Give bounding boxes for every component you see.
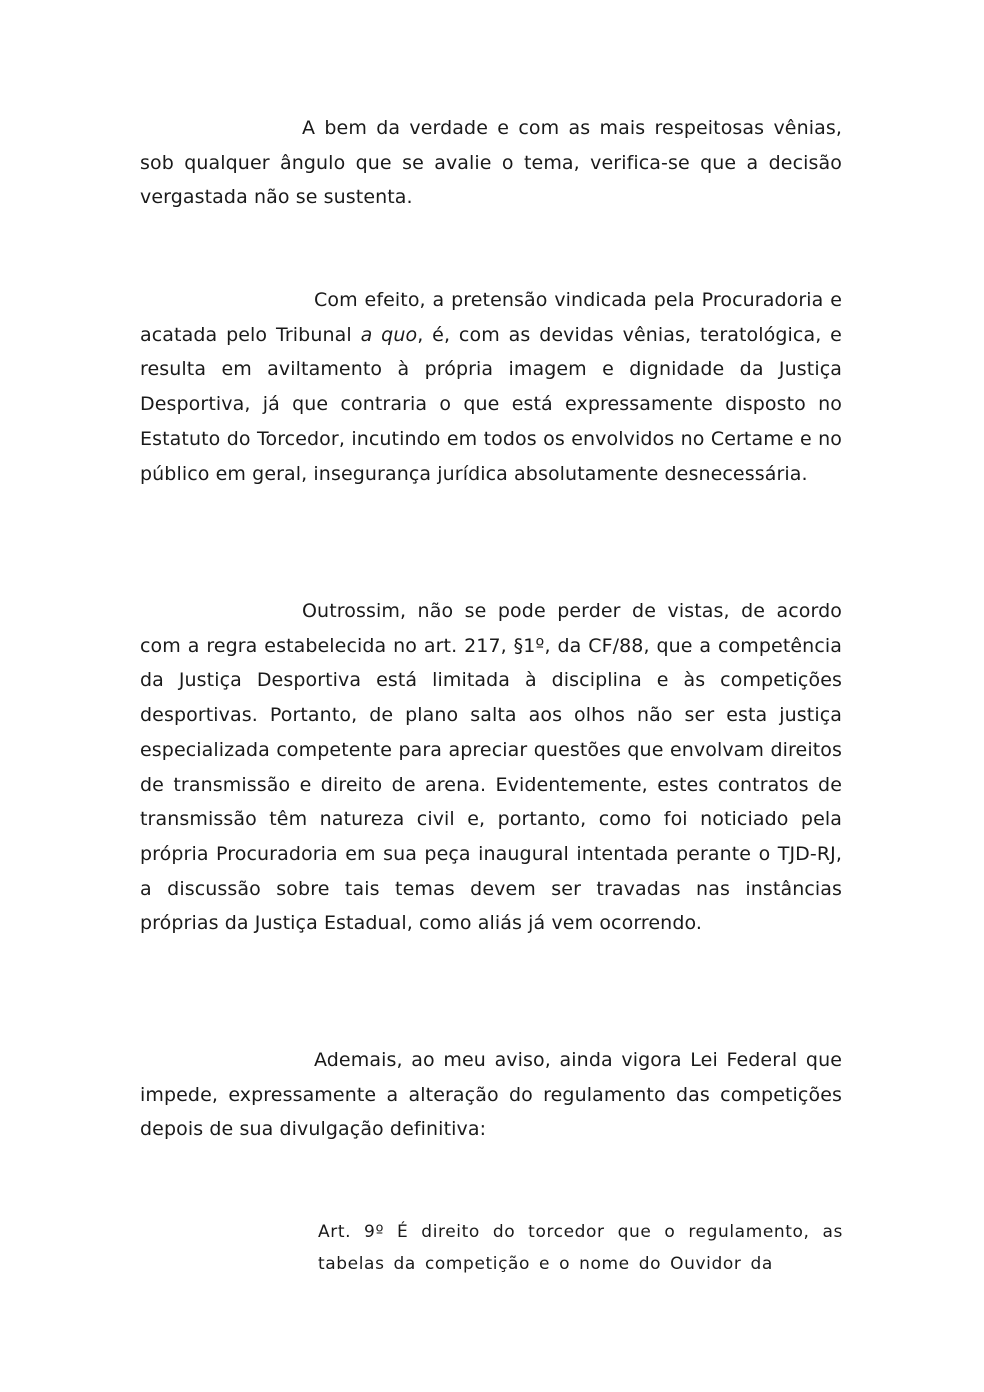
paragraph-2 [140, 283, 842, 491]
paragraph-2-text-start: Com efeito, a pretensão vindicada pela Procuradoria e acatada pelo Tribunal [140, 289, 842, 346]
paragraph-2-text-end: , é, com as devidas vênias, teratológica, e resulta em aviltamento à própria imagem e dignidade da Justiça Desportiva, já que contraria o que está expressamente disposto no Estatuto do Torcedor, incutindo em todos os envolvidos no Certame e no público em geral, insegurança jurídica absolutamente desnecessária. [140, 323, 842, 485]
paragraph-1 [140, 111, 842, 215]
paragraph-4 [140, 1043, 842, 1147]
paragraph-3-text: Outrossim, não se pode perder de vistas, de acordo com a regra estabelecida no art. 217, §1º, da CF/88, que a competência da Justiça Desportiva está limitada à disciplina e às competições desportivas. Portanto, de plano salta aos olhos não ser esta justiça especializada competente para apreciar questões que envolvam direitos de transmissão e direito de arena. Evidentemente, estes contratos de transmissão têm natureza civil e, portanto, como foi noticiado pela própria Procuradoria em sua peça inaugural intentada perante o TJD-RJ, a discussão sobre tais temas devem ser travadas nas instâncias próprias da Justiça Estadual, como aliás já vem ocorrendo. [140, 600, 842, 935]
paragraph-3 [140, 594, 842, 941]
paragraph-1-text: A bem da verdade e com as mais respeitosas vênias, sob qualquer ângulo que se avalie o tema, verifica-se que a decisão vergastada não se sustenta. [140, 117, 842, 209]
law-quote [318, 1216, 843, 1280]
paragraph-4-text: Ademais, ao meu aviso, ainda vigora Lei Federal que impede, expressamente a alteração do regulamento das competições depois de sua divulgação definitiva: [140, 1049, 842, 1141]
paragraph-2-italic-term: a quo [360, 323, 418, 346]
law-quote-text: Art. 9º É direito do torcedor que o regulamento, as tabelas da competição e o nome do Ouvidor da [318, 1222, 843, 1274]
